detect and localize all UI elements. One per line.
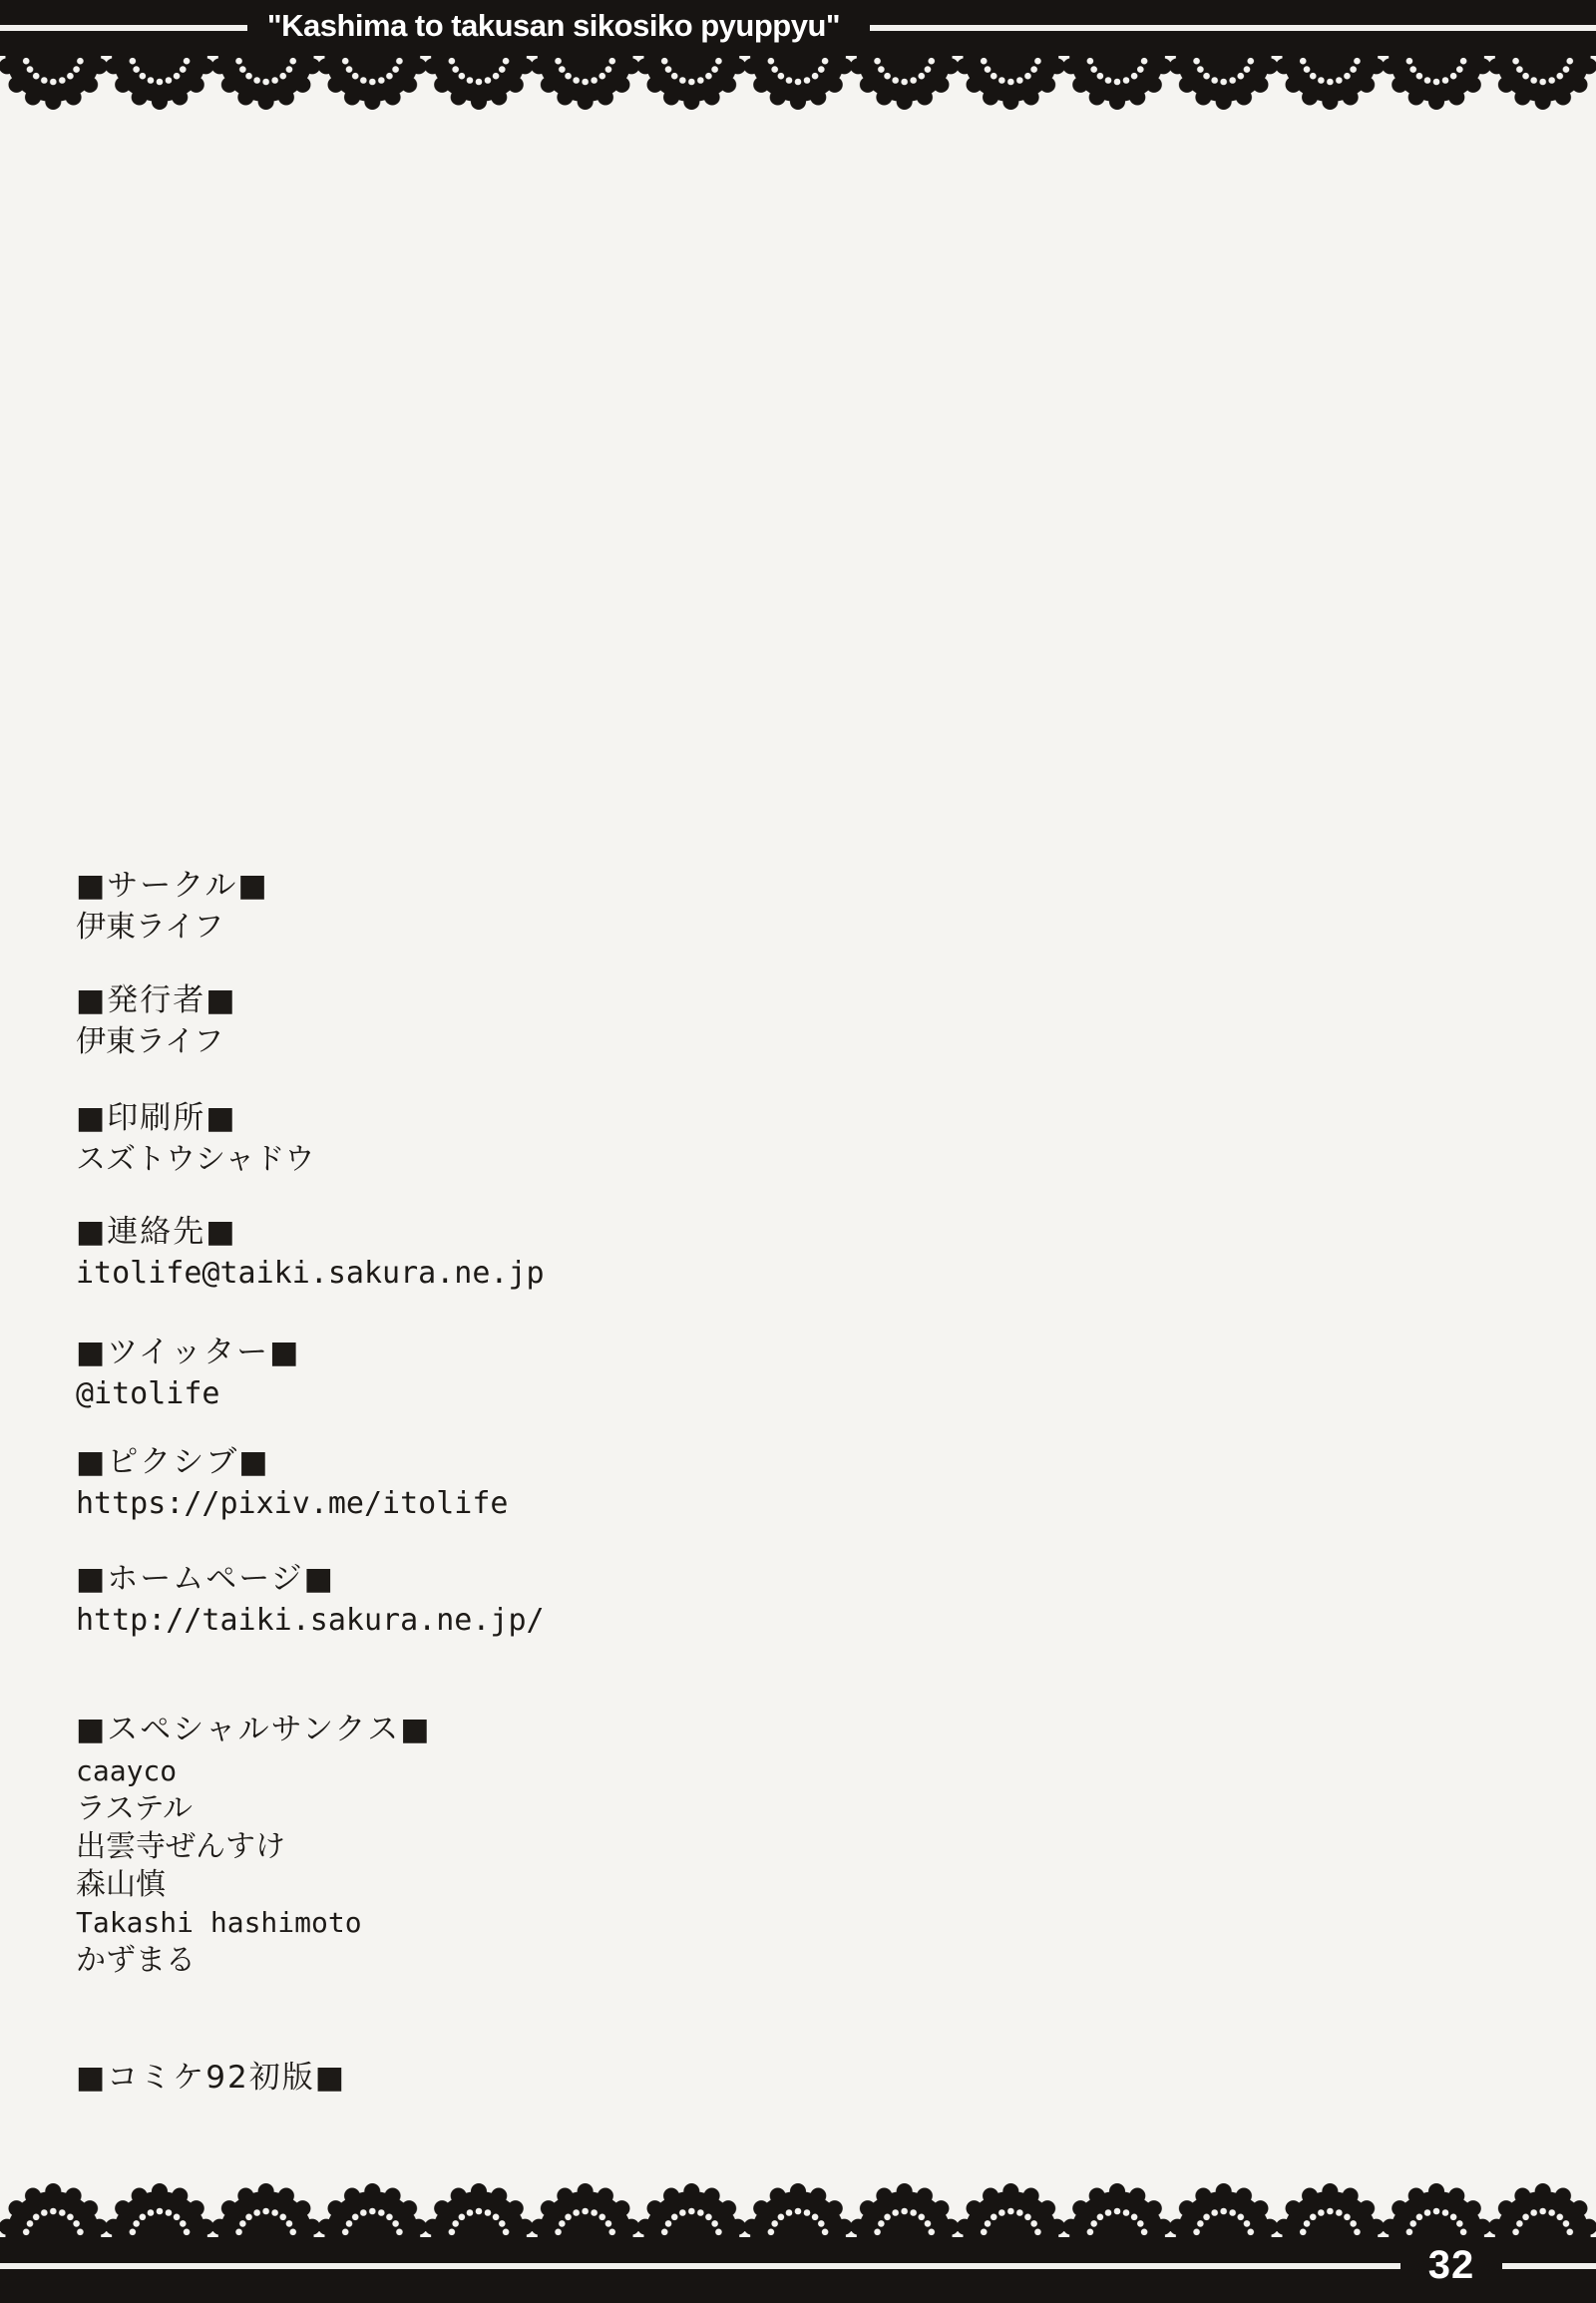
section-value: 伊東ライフ: [76, 1024, 224, 1059]
section-comiket-edition: [76, 2060, 346, 2096]
title-rule-right: [870, 25, 1596, 31]
section-label: ■ホームページ■: [76, 1561, 335, 1597]
section-publisher: [76, 982, 237, 1061]
twitter-handle-text: @itolife: [76, 1376, 220, 1411]
bottom-lace-border: [0, 2179, 1596, 2303]
section-special-thanks: [76, 1712, 431, 1980]
contact-email-text: itolife@taiki.sakura.ne.jp: [76, 1256, 545, 1291]
section-label: ■ピクシブ■: [76, 1444, 270, 1480]
thanks-name: 出雲寺ぜんすけ: [76, 1829, 285, 1864]
thanks-name: かずまる: [76, 1943, 196, 1978]
top-lace-border: [0, 0, 1596, 115]
section-label: ■連絡先■: [76, 1214, 237, 1250]
section-value: スズトウシャドウ: [76, 1142, 315, 1177]
section-label: ■発行者■: [76, 982, 237, 1018]
title-rule-left: [0, 25, 247, 31]
thanks-name: ラステル: [76, 1791, 193, 1826]
footer-rule-left: [0, 2263, 1400, 2269]
section-label: ■コミケ92初版■: [76, 2060, 347, 2096]
thanks-name: caayco: [76, 1754, 178, 1787]
section-label: ■印刷所■: [76, 1100, 237, 1136]
page-title: "Kashima to takusan sikosiko pyuppyu": [266, 8, 841, 43]
footer-rule-right: [1502, 2263, 1596, 2269]
thanks-name: 森山慎: [76, 1867, 166, 1902]
section-label: ■ツイッター■: [76, 1335, 301, 1370]
section-printer: [76, 1100, 314, 1179]
thanks-name: Takashi hashimoto: [76, 1906, 362, 1939]
section-circle: [76, 868, 269, 947]
page-number: 32: [1427, 2243, 1475, 2287]
section-contact-email: [76, 1214, 545, 1293]
section-pixiv: [76, 1444, 508, 1523]
section-homepage: [76, 1561, 545, 1640]
section-label: ■サークル■: [76, 868, 269, 904]
section-value: 伊東ライフ: [76, 910, 224, 945]
pixiv-url-text: https://pixiv.me/itolife: [76, 1486, 509, 1521]
section-label: ■スペシャルサンクス■: [76, 1712, 432, 1747]
bottom-lace-pattern: [0, 2179, 1596, 2303]
section-twitter: [76, 1335, 300, 1413]
homepage-url-text: http://taiki.sakura.ne.jp/: [76, 1603, 545, 1638]
